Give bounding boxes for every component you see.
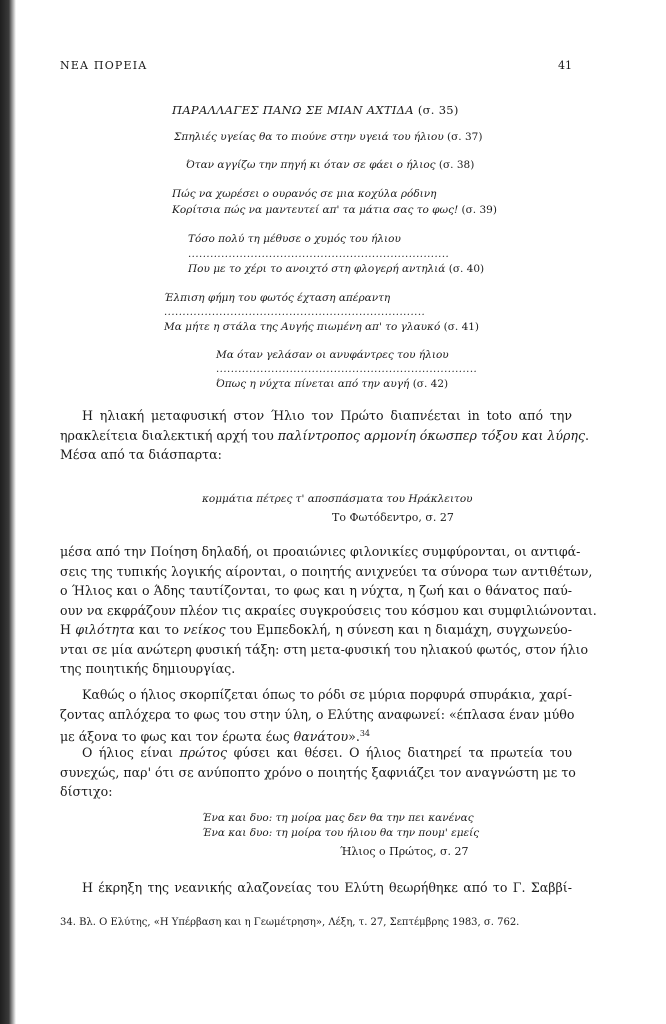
poem-line: Κορίτσια πώς να μαντευτεί απ' τα μάτια σας το φως! (σ. 39): [172, 204, 497, 216]
poem-line: Όπως η νύχτα πίνεται από την αυγή (σ. 42): [216, 378, 449, 390]
paragraph-1: Η ηλιακή μεταφυσική στον Ήλιο τον Πρώτο διαπνέεται in toto από την ηρακλείτεια διαλεκτική αρχή του παλίντροπος αρμονίη όκωσπερ τόξου και λύρης. Μέσα από τα διάσπαρτα:: [60, 408, 590, 462]
poem-line: Σπηλιές υγείας θα το πιούνε στην υγειά του ήλιου (σ. 37): [174, 131, 483, 143]
poem-line: Έλπιση φήμη του φωτός έχταση απέραντη: [164, 292, 391, 304]
paragraph-4: Ο ήλιος είναι πρώτος φύσει και θέσει. Ο ήλιος διατηρεί τα πρωτεία του συνεχώς, παρ' ότι σε ανύποπτο χρόνο ο ποιητής ξαφνιάζει τον αναγνώστη με το δίστιχο:: [60, 745, 576, 799]
poem-line: Όταν αγγίζω την πηγή κι όταν σε φάει ο ήλιος (σ. 38): [186, 159, 475, 171]
distich-line-1: Ένα και δυο: τη μοίρα μας δεν θα την πει κανένας: [202, 812, 474, 824]
poem-line: Που με το χέρι το ανοιχτό στη φλογερή αντηλιά (σ. 40): [188, 263, 485, 275]
footnote-ref[interactable]: 34: [359, 729, 371, 738]
ellipsis-line: .......................................................................: [164, 307, 426, 318]
quote-heraclitus: κομμάτια πέτρες τ' αποσπάσματα του Ηράκλειτου: [202, 493, 473, 505]
paragraph-3: Καθώς ο ήλιος σκορπίζεται όπως το ρόδι σε μύρια πορφυρά σπυράκια, χαρί- ζοντας απλόχερα το φως του στην ύλη, ο Ελύτης αναφωνεί: «έπλασα έναν μύθο με άξονα το φως και τον έρωτα έως θανάτου».$^{34}$: [60, 687, 575, 745]
running-header: [60, 59, 572, 72]
footnote: 34. Βλ. Ο Ελύτης, «Η Υπέρβαση και η Γεωμέτρηση», Λέξη, τ. 27, Σεπτέμβρης 1983, σ. 762.: [60, 917, 520, 928]
poem-line: Μα μήτε η στάλα της Αυγής πιωμένη απ' το γλαυκό (σ. 41): [164, 321, 480, 333]
distich-source: Ήλιος ο Πρώτος, σ. 27: [340, 845, 469, 858]
running-title: ΝΕΑ ΠΟΡΕΙΑ: [60, 59, 148, 72]
ellipsis-line: .......................................................................: [216, 364, 478, 375]
quote-source: Το Φωτόδεντρο, σ. 27: [332, 511, 454, 524]
page-number: 41: [558, 59, 572, 72]
paragraph-5: Η έκρηξη της νεανικής αλαζονείας του Ελύτη θεωρήθηκε από το Γ. Σαββί-: [82, 880, 572, 895]
poem-line: Τόσο πολύ τη μέθυσε ο χυμός του ήλιου: [188, 233, 401, 245]
poem-line: ΠΑΡΑΛΛΑΓΕΣ ΠΑΝΩ ΣΕ ΜΙΑΝ ΑΧΤΙΔΑ (σ. 35): [172, 103, 459, 117]
distich-line-2: Ένα και δυο: τη μοίρα του ήλιου θα την πουμ' εμείς: [202, 827, 480, 839]
paragraph-2: μέσα από την Ποίηση δηλαδή, οι προαιώνιες φιλονικίες συμφύρονται, οι αντιφά- σεις της τυπικής λογικής αίρονται, ο ποιητής ανιχνεύει τα σύνορα των αντιθέτων, ο Ήλιος και ο Άδης ταυτίζονται, το φως και η νύχτα, η ζωή και ο θάνατος παύ- ουν να εκφράζουν πλέον τις ακραίες συγκρούσεις του κόσμου και συμφιλιώνονται. Η φιλότητα και το νείκος του Εμπεδοκλή, η σύνεση και η διαμάχη, συγχωνεύο- νται σε μία ανώτερη φυσική τάξη: στη μετα-φυσική του ηλιακού φωτός, στον ήλιο της ποιητικής δημιουργίας.: [60, 544, 597, 676]
poem-line: Πώς να χωρέσει ο ουρανός σε μια κοχύλα ρόδινη: [172, 188, 437, 200]
ellipsis-line: .......................................................................: [188, 249, 450, 260]
poem-line: Μα όταν γελάσαν οι ανυφάντρες του ήλιου: [216, 349, 449, 361]
binding-shadow: [0, 0, 16, 1024]
